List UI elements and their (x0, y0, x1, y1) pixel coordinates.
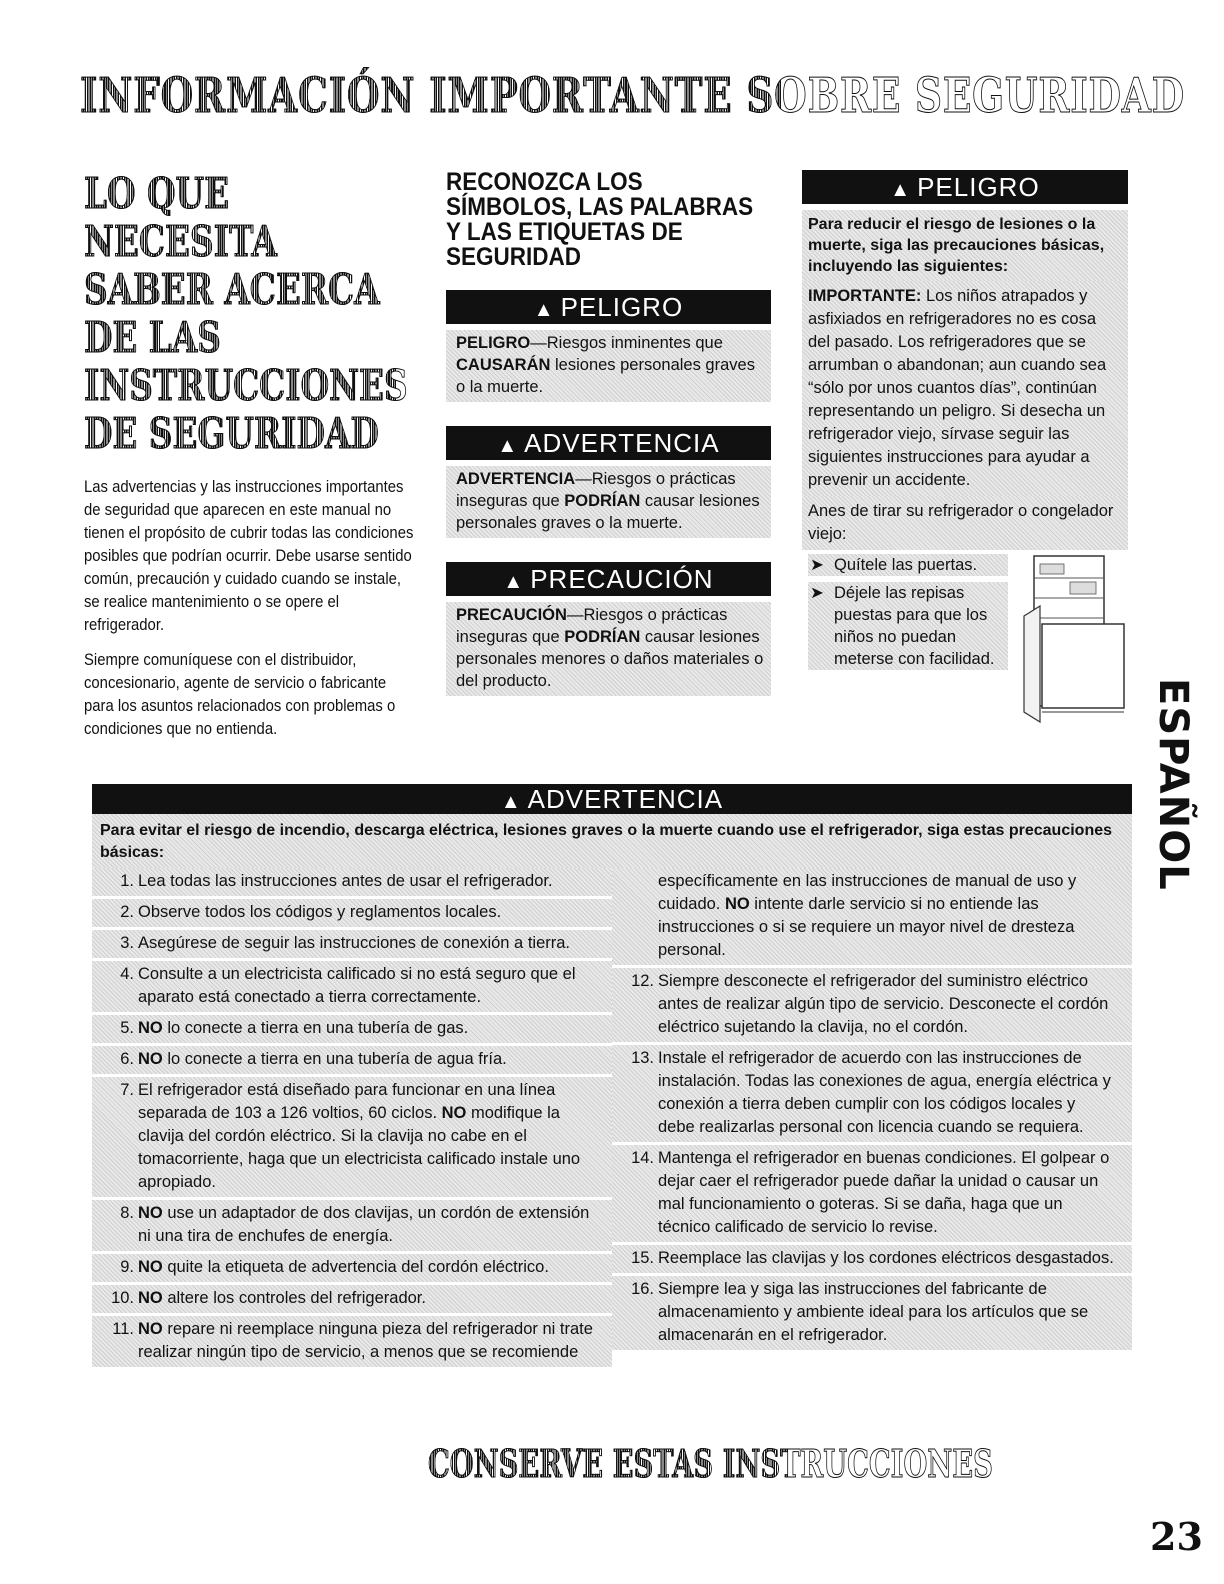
warning-column-left (92, 868, 612, 1370)
desc-text: causar lesiones personales menores o daños materiales o del producto. (456, 628, 764, 690)
item-number: 4. (120, 965, 134, 983)
middle-column (446, 170, 771, 720)
warning-item (612, 968, 1132, 1042)
item-emphasis: NO (724, 895, 750, 913)
page-title: INFORMACIÓN IMPORTANTE SOBRE SEGURIDAD (80, 68, 1185, 124)
advertencia-banner (446, 426, 771, 460)
warning-item (92, 1254, 612, 1282)
symbols-heading: RECONOZCA LOS SÍMBOLOS, LAS PALABRAS Y LAS ETIQUETAS DE SEGURIDAD (446, 168, 754, 271)
item-text: específicamente en las instrucciones de manual de uso y cuidado. (658, 872, 1077, 913)
language-label: ESPAÑOL (1150, 678, 1196, 891)
emphasis: CAUSARÁN (456, 356, 551, 374)
warning-list-right (612, 868, 1132, 1350)
contact-paragraph: Siempre comuníquese con el distribuidor, concesionario, agente de servicio o fabricante para los asuntos relacionados con problemas o condiciones que no entienda. (84, 651, 396, 738)
banner-label: ADVERTENCIA (527, 784, 724, 814)
item-emphasis: NO (138, 1019, 163, 1037)
important-paragraph (802, 281, 1128, 496)
precaucion-banner (446, 562, 771, 596)
warning-triangle-icon: ▲ (503, 571, 525, 593)
item-number: 12. (631, 972, 654, 990)
item-text: modifique la clavija del cordón eléctrico. Si la clavija no cabe en el tomacorriente, haga que un electricista calificado instale uno apropiado. (138, 1104, 581, 1191)
warning-item (92, 1015, 612, 1043)
warning-section (92, 784, 1132, 1370)
item-emphasis: NO (138, 1204, 163, 1222)
warning-item (92, 868, 612, 896)
item-text: Siempre lea y siga las instrucciones del fabricante de almacenamiento y ambiente ideal para los artículos que se almacenarán en el refrigerador. (658, 1280, 1089, 1344)
arrow-bullet-icon: ➤ (810, 584, 824, 602)
item-number: 2. (120, 903, 134, 921)
arrow-bullet-icon: ➤ (810, 556, 824, 574)
peligro-description (446, 330, 771, 402)
disposal-list (802, 554, 1008, 670)
item-text: Observe todos los códigos y reglamentos locales. (138, 903, 502, 921)
warning-triangle-icon: ▲ (497, 435, 519, 457)
item-text: Instale el refrigerador de acuerdo con las instrucciones de instalación. Todas las conexiones de agua, energía eléctrica y conexión a tierra deben cumplir con los códigos locales y debe realizarlas personal con licencia cuando se requiera. (658, 1049, 1111, 1136)
item-number: 7. (120, 1081, 134, 1099)
warning-item (92, 961, 612, 1012)
signal-term: ADVERTENCIA (456, 470, 576, 488)
left-column (84, 170, 414, 753)
item-text: quite la etiqueta de advertencia del cordón eléctrico. (162, 1258, 549, 1276)
item-text: repare ni reemplace ninguna pieza del refrigerador ni trate realizar ningún tipo de servicio, a menos que se recomiende (138, 1320, 593, 1361)
peligro-banner (446, 290, 771, 324)
item-text: Consulte a un electricista calificado si no está seguro que el aparato está conectado a tierra correctamente. (138, 965, 576, 1006)
page-number: 23 (1150, 1514, 1203, 1559)
advertencia-banner-wide (92, 784, 1132, 814)
warning-item (612, 1276, 1132, 1350)
warning-columns (92, 868, 1132, 1370)
warning-item (612, 868, 1132, 965)
before-discarding-text: Anes de tirar su refrigerador o congelador viejo: (802, 496, 1128, 550)
peligro-banner-right (802, 170, 1128, 204)
warning-item (612, 1145, 1132, 1242)
banner-label: ADVERTENCIA (524, 428, 720, 458)
warning-item (612, 1245, 1132, 1273)
item-number: 15. (631, 1249, 654, 1267)
item-emphasis: NO (138, 1289, 163, 1307)
banner-label: PRECAUCIÓN (530, 564, 714, 594)
item-text: lo conecte a tierra en una tubería de gas. (162, 1019, 469, 1037)
intro-paragraph: Las advertencias y las instrucciones importantes de seguridad que aparecen en este manual no tienen el propósito de cubrir todas las condiciones posibles que podrían ocurrir. Debe usarse sentido común, precaución y cuidado cuando se instale, se realice mantenimiento o se opere el refrigerador. (84, 478, 414, 634)
warning-triangle-icon: ▲ (500, 791, 522, 813)
item-number: 10. (111, 1289, 134, 1307)
signal-term: PRECAUCIÓN (456, 606, 567, 624)
footer-title: CONSERVE ESTAS INSTRUCCIONES (428, 1441, 993, 1486)
item-number: 16. (631, 1280, 654, 1298)
list-item-text: Quítele las puertas. (834, 556, 978, 574)
warning-item (92, 1200, 612, 1251)
emphasis: PODRÍAN (564, 492, 641, 510)
danger-intro: Para reducir el riesgo de lesiones o la muerte, siga las precauciones básicas, incluyendo las siguientes: (802, 210, 1128, 281)
warning-item (92, 1077, 612, 1197)
item-number: 3. (120, 934, 134, 952)
item-text: Asegúrese de seguir las instrucciones de conexión a tierra. (138, 934, 570, 952)
right-column (802, 170, 1128, 676)
item-number: 9. (120, 1258, 134, 1276)
desc-text: —Riesgos o prácticas inseguras que (456, 606, 728, 646)
section-heading: LO QUE NECESITA SABER ACERCA DE LAS INSTRUCCIONES DE SEGURIDAD (84, 169, 408, 458)
emphasis: PODRÍAN (564, 628, 641, 646)
warning-intro: Para evitar el riesgo de incendio, descarga eléctrica, lesiones graves o la muerte cuando use el refrigerador, siga estas precauciones básicas: (92, 814, 1132, 868)
item-number: 1. (120, 872, 134, 890)
desc-text: causar lesiones personales graves o la muerte. (456, 492, 760, 532)
item-emphasis: NO (138, 1258, 163, 1276)
item-number: 14. (631, 1149, 654, 1167)
item-text: altere los controles del refrigerador. (162, 1289, 426, 1307)
item-number: 6. (120, 1050, 134, 1068)
desc-text: —Riesgos o prácticas inseguras que (456, 470, 736, 510)
item-text: Lea todas las instrucciones antes de usar el refrigerador. (138, 872, 553, 890)
item-text: lo conecte a tierra en una tubería de agua fría. (162, 1050, 507, 1068)
desc-text: lesiones personales graves o la muerte. (456, 356, 755, 396)
item-text: intente darle servicio si no entiende las instrucciones o si se requiere un mayor nivel de dresteza personal. (658, 895, 1075, 959)
list-item (808, 582, 1008, 670)
important-label: IMPORTANTE: (808, 287, 922, 305)
warning-triangle-icon: ▲ (890, 179, 912, 201)
precaucion-description (446, 602, 771, 696)
warning-item (92, 930, 612, 958)
item-text: Siempre desconecte el refrigerador del suministro eléctrico antes de realizar algún tipo de servicio. Desconecte el cordón eléctrico sujetando la clavija, no el cordón. (658, 972, 1109, 1036)
list-item-text: Déjele las repisas puestas para que los niños no puedan meterse con facilidad. (834, 584, 995, 668)
banner-label: PELIGRO (917, 172, 1040, 202)
item-text: use un adaptador de dos clavijas, un cordón de extensión ni una tira de enchufes de energía. (138, 1204, 590, 1245)
item-text: Mantenga el refrigerador en buenas condiciones. El golpear o dejar caer el refrigerador puede dañar la unidad o causar un mal funcionamiento o goteras. Si se daña, haga que un técnico calificado de servicio lo revise. (658, 1149, 1110, 1236)
warning-item (612, 1045, 1132, 1142)
warning-column-right (612, 868, 1132, 1370)
banner-label: PELIGRO (560, 292, 684, 322)
refrigerator-illustration (1020, 552, 1126, 724)
item-number: 5. (120, 1019, 134, 1037)
warning-triangle-icon: ▲ (533, 299, 555, 321)
item-number: 8. (120, 1204, 134, 1222)
item-text: Reemplace las clavijas y los cordones eléctricos desgastados. (658, 1249, 1114, 1267)
warning-item (92, 1316, 612, 1367)
item-text: El refrigerador está diseñado para funcionar en una línea separada de 103 a 126 voltios, 60 ciclos. (138, 1081, 556, 1122)
warning-item (92, 1046, 612, 1074)
advertencia-description (446, 466, 771, 538)
list-item (808, 554, 1008, 576)
warning-item (92, 899, 612, 927)
desc-text: —Riesgos inminentes que (530, 334, 723, 352)
item-emphasis: NO (441, 1104, 467, 1122)
warning-list-left (92, 868, 612, 1367)
signal-term: PELIGRO (456, 334, 531, 352)
important-text: Los niños atrapados y asfixiados en refrigeradores no es cosa del pasado. Los refrigeradores que se arrumban o abandonan; aun cuando sea “sólo por unos cuantos días”, continúan representando un peligro. Si desecha un refrigerador viejo, sírvase seguir las siguientes instrucciones para ayudar a prevenir un accidente. (808, 287, 1107, 489)
item-number: 13. (631, 1049, 654, 1067)
warning-item (92, 1285, 612, 1313)
item-number: 11. (112, 1320, 134, 1338)
item-emphasis: NO (138, 1320, 163, 1338)
item-emphasis: NO (138, 1050, 163, 1068)
language-tab (1138, 678, 1198, 891)
